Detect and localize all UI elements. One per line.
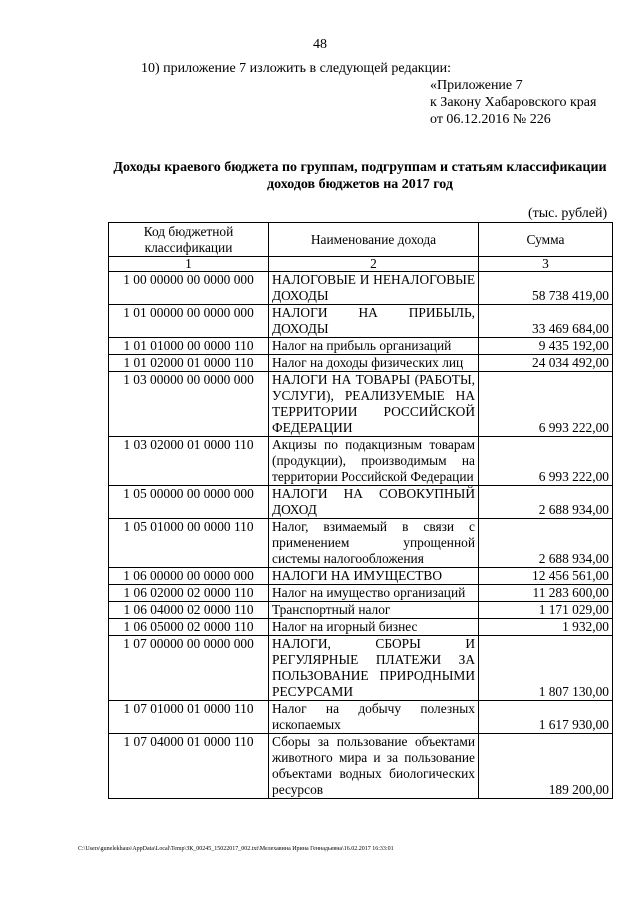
header-code: Код бюджетной классификации [109,223,269,257]
table-row [109,338,613,355]
income-name: Налог, взимаемый в связи с применением упрощенной системы налогообложения [269,519,479,568]
income-amount: 33 469 684,00 [479,305,613,338]
table-row [109,568,613,585]
column-numbers-row [109,257,613,272]
header-name: Наименование дохода [269,223,479,257]
income-amount: 24 034 492,00 [479,355,613,372]
table-row [109,272,613,305]
appendix-line: к Закону Хабаровского края [430,95,597,110]
title-line: Доходы краевого бюджета по группам, подгруппам и статьям классификации [113,160,607,175]
income-amount: 2 688 934,00 [479,486,613,519]
table-row [109,437,613,486]
budget-code: 1 05 01000 00 0000 110 [109,519,269,568]
budget-code: 1 06 02000 02 0000 110 [109,585,269,602]
appendix-line: «Приложение 7 [430,78,523,93]
budget-code: 1 05 00000 00 0000 000 [109,486,269,519]
table-row [109,486,613,519]
file-path-footer: C:\Users\gunelekhaus\AppData\Local\Temp\ЗК_00245_15022017_002.txt\Мелехавина Ирина Геннадьевна\16.02.2017 16:33:01 [78,846,394,852]
income-amount: 1 617 930,00 [479,701,613,734]
income-name: Налог на игорный бизнес [269,619,479,636]
income-name: Налог на имущество организаций [269,585,479,602]
income-name: НАЛОГИ НА ИМУЩЕСТВО [269,568,479,585]
budget-code: 1 03 02000 01 0000 110 [109,437,269,486]
income-amount: 11 283 600,00 [479,585,613,602]
table-row [109,372,613,437]
document-title [100,159,620,193]
intro-text: 10) приложение 7 изложить в следующей редакции: [141,61,451,76]
table-row [109,734,613,799]
income-name: НАЛОГИ, СБОРЫ И РЕГУЛЯРНЫЕ ПЛАТЕЖИ ЗА ПОЛЬЗОВАНИЕ ПРИРОДНЫМИ РЕСУРСАМИ [269,636,479,701]
income-name: НАЛОГОВЫЕ И НЕНАЛОГОВЫЕ ДОХОДЫ [269,272,479,305]
income-amount: 1 171 029,00 [479,602,613,619]
income-name: НАЛОГИ НА ПРИБЫЛЬ, ДОХОДЫ [269,305,479,338]
income-amount: 58 738 419,00 [479,272,613,305]
table-row [109,602,613,619]
units-label: (тыс. рублей) [528,206,608,221]
income-amount: 189 200,00 [479,734,613,799]
table-row [109,701,613,734]
budget-code: 1 07 00000 00 0000 000 [109,636,269,701]
appendix-reference [430,77,596,128]
appendix-line: от 06.12.2016 № 226 [430,112,551,127]
income-name: Налог на прибыль организаций [269,338,479,355]
income-amount: 2 688 934,00 [479,519,613,568]
budget-code: 1 06 00000 00 0000 000 [109,568,269,585]
table-row [109,585,613,602]
column-number: 2 [269,257,479,272]
income-amount: 12 456 561,00 [479,568,613,585]
budget-code: 1 03 00000 00 0000 000 [109,372,269,437]
income-amount: 1 932,00 [479,619,613,636]
budget-code: 1 01 02000 01 0000 110 [109,355,269,372]
income-name: Налог на добычу полезных ископаемых [269,701,479,734]
budget-code: 1 07 04000 01 0000 110 [109,734,269,799]
table-row [109,355,613,372]
income-amount: 9 435 192,00 [479,338,613,355]
income-name: Налог на доходы физических лиц [269,355,479,372]
budget-code: 1 01 01000 00 0000 110 [109,338,269,355]
income-amount: 6 993 222,00 [479,437,613,486]
page-number: 48 [313,37,327,52]
income-name: Акцизы по подакцизным товарам (продукции), производимым на территории Российской Федерации [269,437,479,486]
income-amount: 1 807 130,00 [479,636,613,701]
budget-code: 1 01 00000 00 0000 000 [109,305,269,338]
table-row [109,636,613,701]
column-number: 1 [109,257,269,272]
table-row [109,619,613,636]
income-name: НАЛОГИ НА СОВОКУПНЫЙ ДОХОД [269,486,479,519]
column-number: 3 [479,257,613,272]
table-header-row [109,223,613,257]
budget-code: 1 07 01000 01 0000 110 [109,701,269,734]
budget-code: 1 06 05000 02 0000 110 [109,619,269,636]
budget-code: 1 00 00000 00 0000 000 [109,272,269,305]
header-amount: Сумма [479,223,613,257]
income-amount: 6 993 222,00 [479,372,613,437]
budget-code: 1 06 04000 02 0000 110 [109,602,269,619]
revenue-table [108,222,613,799]
title-line: доходов бюджетов на 2017 год [267,177,453,192]
table-row [109,305,613,338]
income-name: Транспортный налог [269,602,479,619]
income-name: НАЛОГИ НА ТОВАРЫ (РАБОТЫ, УСЛУГИ), РЕАЛИЗУЕМЫЕ НА ТЕРРИТОРИИ РОССИЙСКОЙ ФЕДЕРАЦИИ [269,372,479,437]
table-row [109,519,613,568]
income-name: Сборы за пользование объектами животного мира и за пользование объектами водных биологических ресурсов [269,734,479,799]
